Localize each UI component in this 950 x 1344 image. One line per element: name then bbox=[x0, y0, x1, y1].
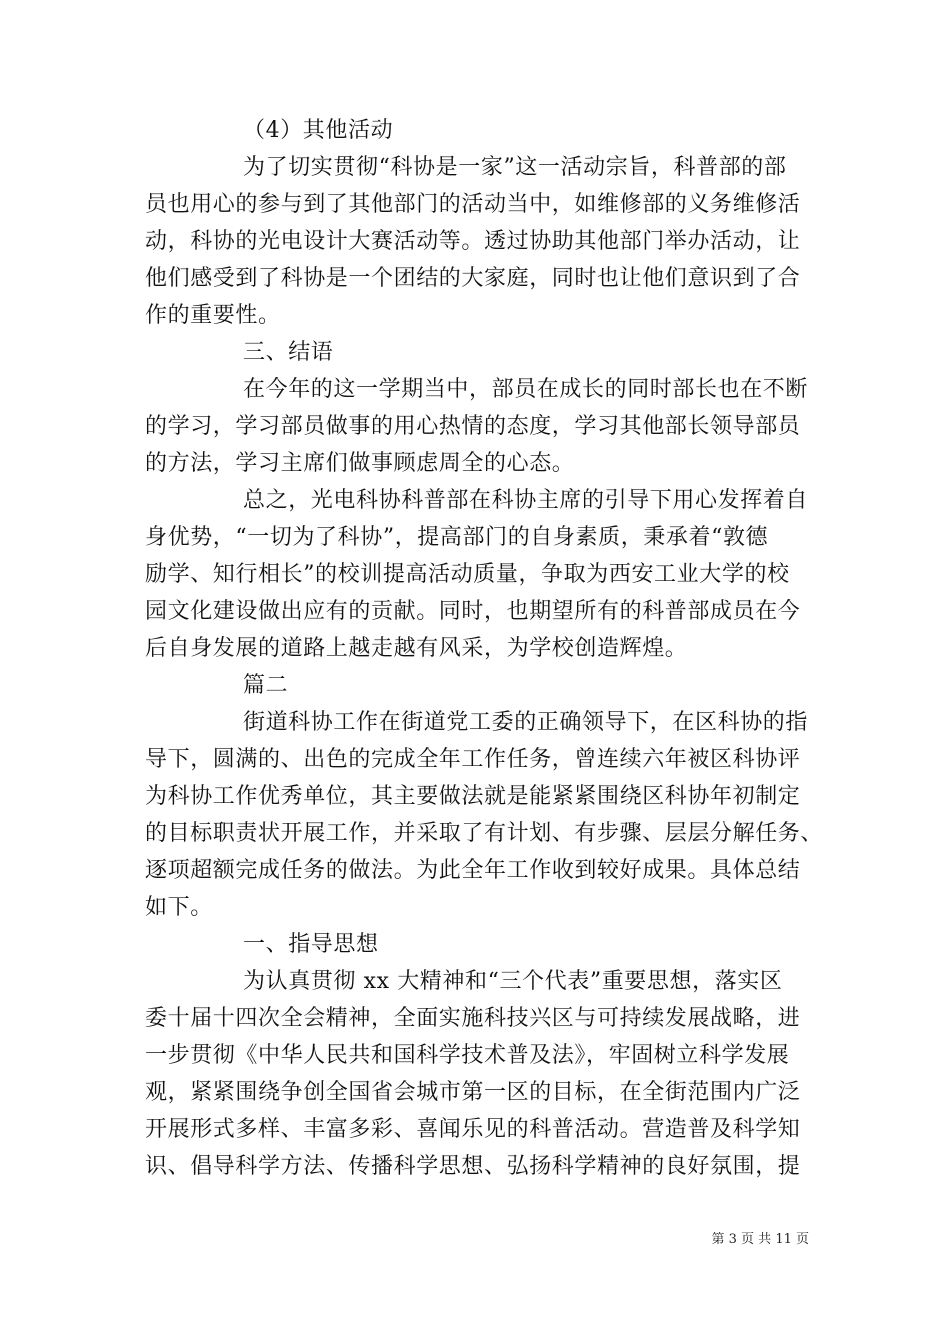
paragraph-line: 为认真贯彻 xx 大精神和“三个代表”重要思想，落实区 bbox=[243, 969, 783, 994]
paragraph-line: 如下。 bbox=[145, 895, 213, 920]
paragraph-line: 观，紧紧围绕争创全国省会城市第一区的目标，在全街范围内广泛 bbox=[145, 1080, 801, 1105]
paragraph-line: 识、倡导科学方法、传播科学思想、弘扬科学精神的良好氛围，提 bbox=[145, 1154, 801, 1179]
paragraph-line: 身优势，“一切为了科协”，提高部门的自身素质，秉承着“敦德 bbox=[145, 525, 769, 550]
paragraph-line: 逐项超额完成任务的做法。为此全年工作收到较好成果。具体总结 bbox=[145, 858, 801, 883]
paragraph-line: 在今年的这一学期当中，部员在成长的同时部长也在不断 bbox=[243, 377, 809, 402]
paragraph-line: 动，科协的光电设计大赛活动等。透过协助其他部门举办活动，让 bbox=[145, 229, 801, 254]
paragraph-line: 导下，圆满的、出色的完成全年工作任务，曾连续六年被区科协评 bbox=[145, 747, 801, 772]
subheading-other-activities: （4）其他活动 bbox=[243, 118, 394, 143]
paragraph-line: 励学、知行相长”的校训提高活动质量，争取为西安工业大学的校 bbox=[145, 562, 790, 587]
paragraph-line: 的目标职责状开展工作，并采取了有计划、有步骤、层层分解任务、 bbox=[145, 821, 824, 846]
paragraph-line: 一步贯彻《中华人民共和国科学技术普及法》，牢固树立科学发展 bbox=[145, 1043, 790, 1068]
paragraph-line: 开展形式多样、丰富多彩、喜闻乐见的科普活动。营造普及科学知 bbox=[145, 1117, 801, 1142]
section-heading-conclusion: 三、结语 bbox=[243, 340, 334, 365]
paragraph-line: 总之，光电科协科普部在科协主席的引导下用心发挥着自 bbox=[243, 488, 809, 513]
paragraph-line: 作的重要性。 bbox=[145, 303, 281, 328]
paragraph-line: 员也用心的参与到了其他部门的活动当中，如维修部的义务维修活 bbox=[145, 192, 801, 217]
paragraph-line: 他们感受到了科协是一个团结的大家庭，同时也让他们意识到了合 bbox=[145, 266, 801, 291]
paragraph-line: 的方法，学习主席们做事顾虑周全的心态。 bbox=[145, 451, 575, 476]
section-heading-guiding-ideology: 一、指导思想 bbox=[243, 932, 379, 957]
paragraph-line: 为了切实贯彻“科协是一家”这一活动宗旨，科普部的部 bbox=[243, 155, 787, 180]
paragraph-line: 的学习，学习部员做事的用心热情的态度，学习其他部长领导部员 bbox=[145, 414, 801, 439]
page-number-footer: 第 3 页 共 11 页 bbox=[711, 1232, 809, 1247]
paragraph-line: 为科协工作优秀单位，其主要做法就是能紧紧围绕区科协年初制定 bbox=[145, 784, 801, 809]
paragraph-line: 街道科协工作在街道党工委的正确领导下，在区科协的指 bbox=[243, 710, 809, 735]
paragraph-line: 委十届十四次全会精神，全面实施科技兴区与可持续发展战略，进 bbox=[145, 1006, 801, 1031]
paragraph-line: 园文化建设做出应有的贡献。同时，也期望所有的科普部成员在今 bbox=[145, 599, 801, 624]
paragraph-line: 后自身发展的道路上越走越有风采，为学校创造辉煌。 bbox=[145, 636, 688, 661]
section-heading-part-two: 篇二 bbox=[243, 673, 289, 698]
